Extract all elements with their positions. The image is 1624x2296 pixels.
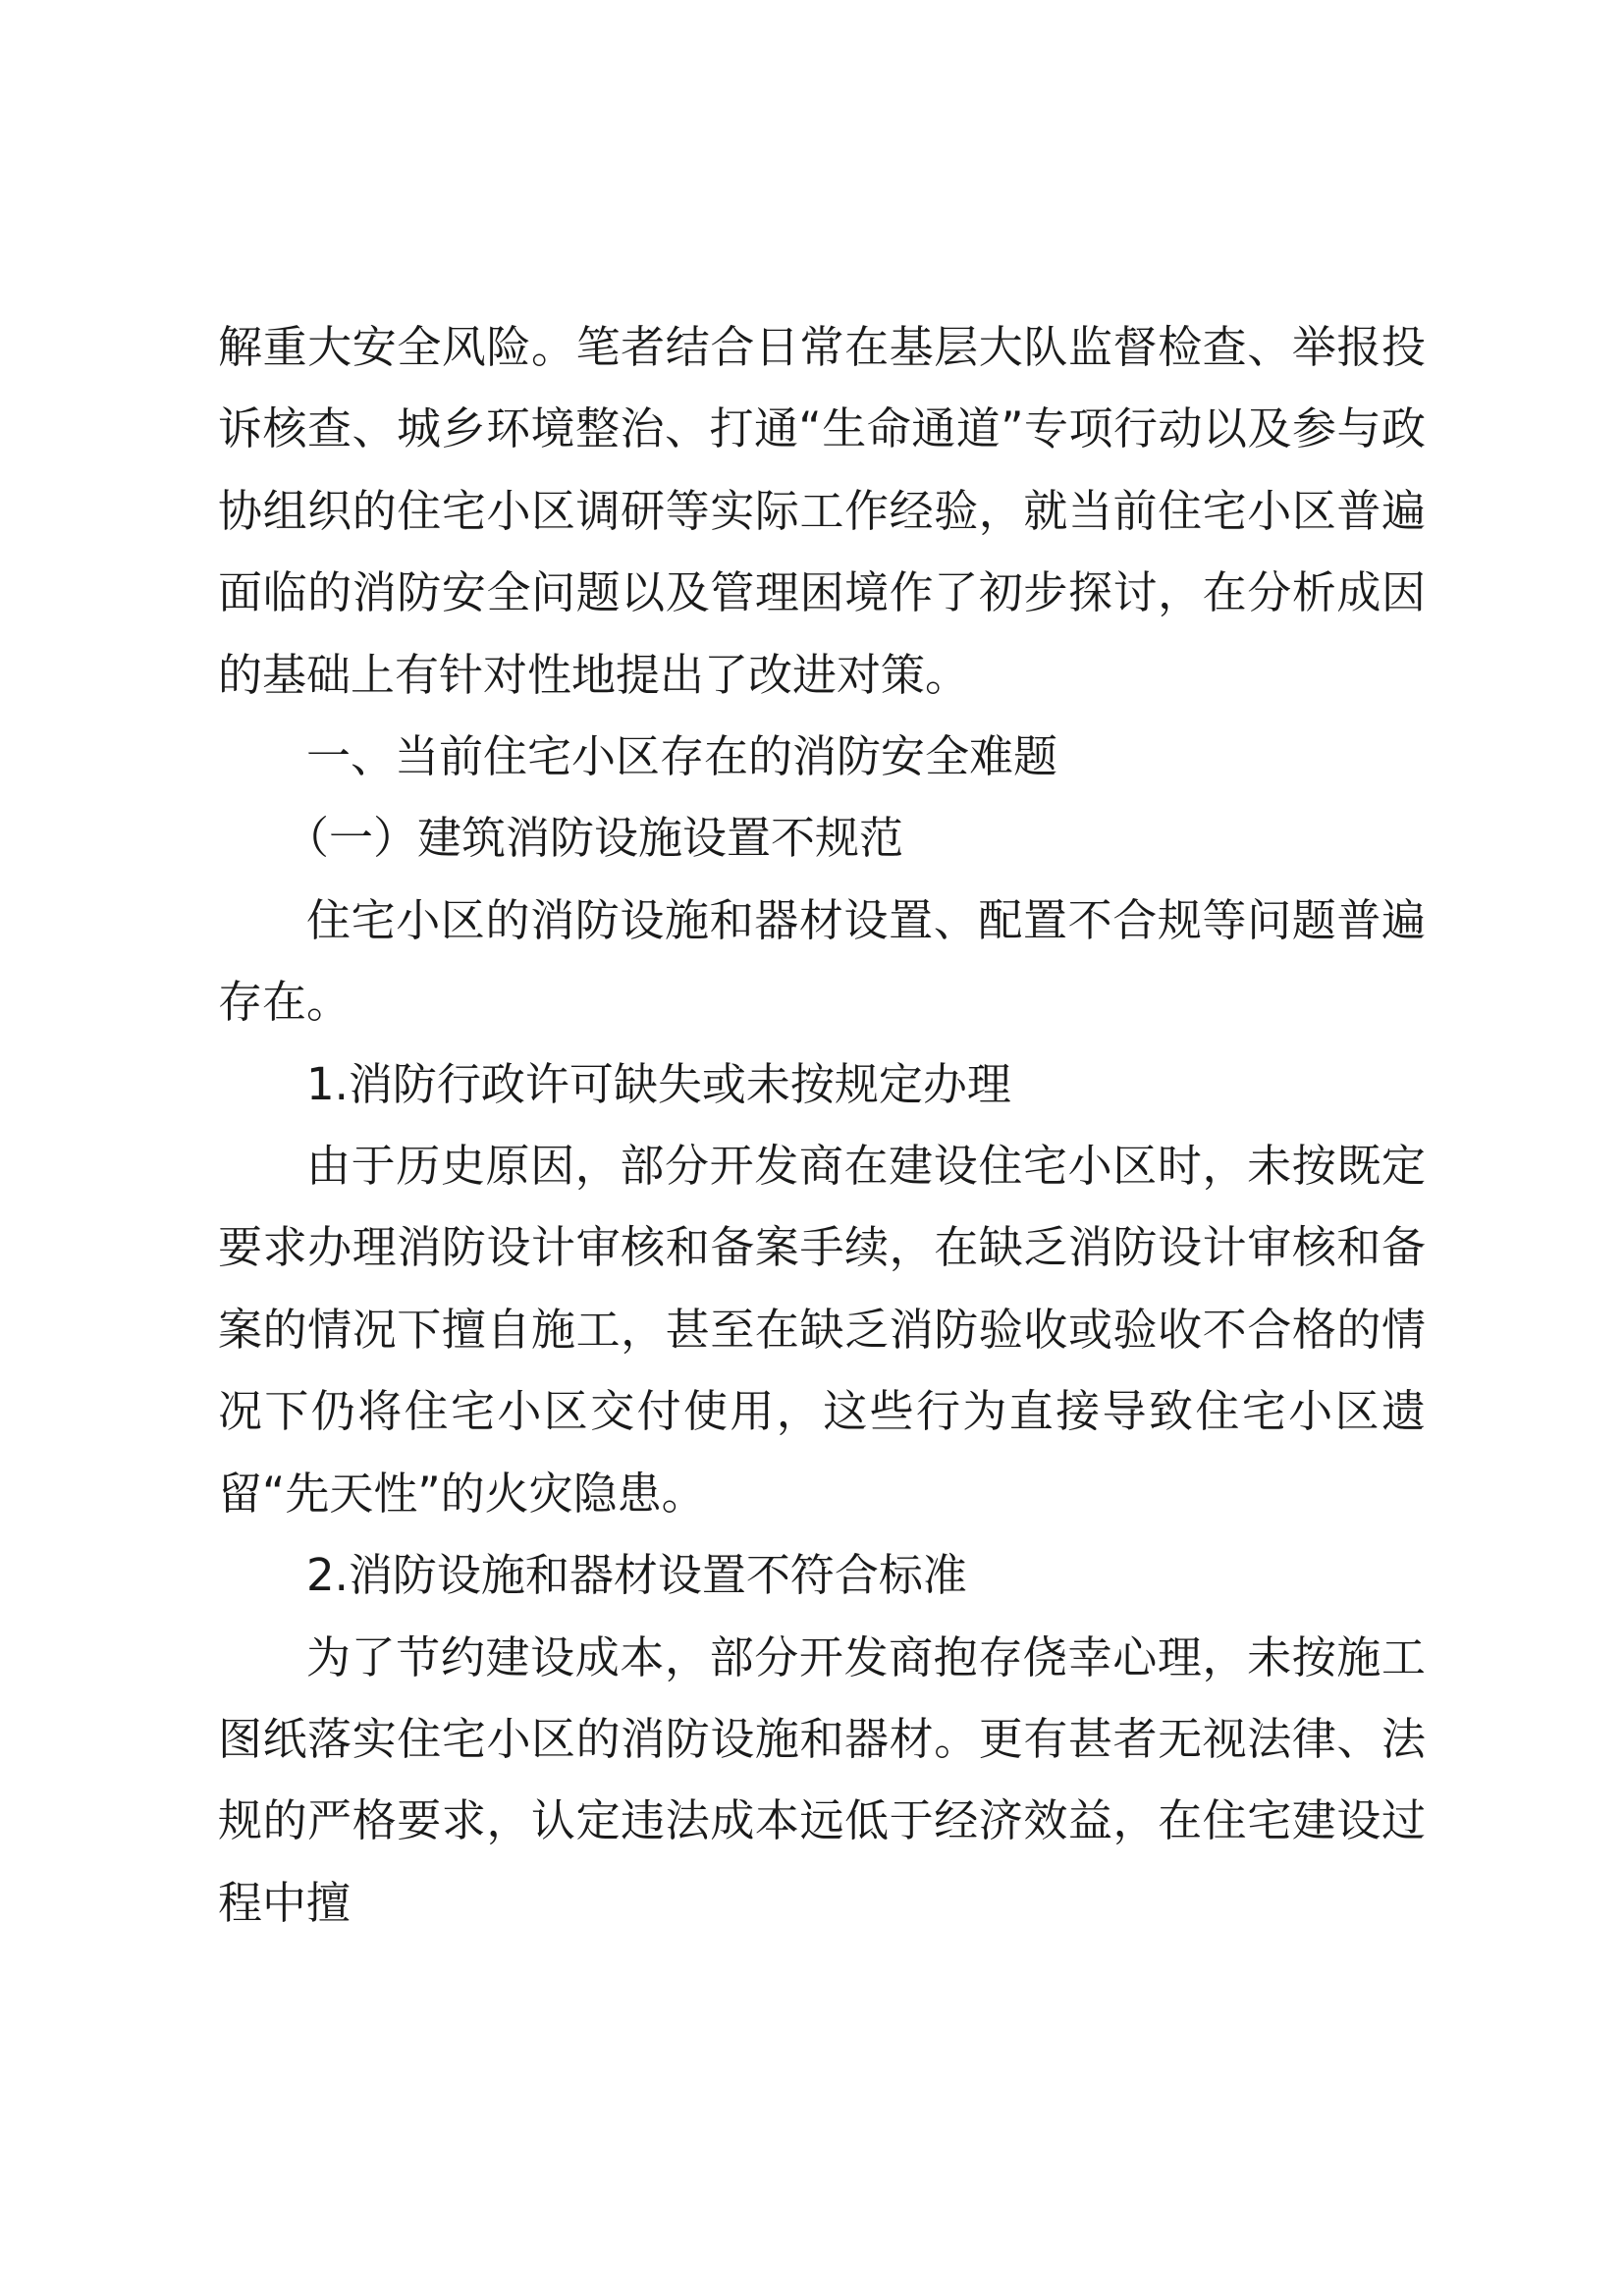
subsection-heading-1: （一）建筑消防设施设置不规范 [285,812,904,865]
paragraph-body: 住宅小区的消防设施和器材设置、配置不合规等问题普遍存在。 [218,893,1426,1029]
item-heading-1: 1.消防行政许可缺失或未按规定办理 [306,1057,1011,1110]
document-body [218,306,1426,1944]
paragraph-intro-continued: 解重大安全风险。笔者结合日常在基层大队监督检查、举报投诉核查、城乡环境整治、打通“生命通道”专项行动以及参与政协组织的住宅小区调研等实际工作经验，就当前住宅小区普遍面临的消防安全问题以及管理困境作了初步探讨，在分析成因的基础上有针对性地提出了改进对策。 [218,321,1426,701]
paragraph-body: 为了节约建设成本，部分开发商抱存侥幸心理，未按施工图纸落实住宅小区的消防设施和器材。更有甚者无视法律、法规的严格要求，认定违法成本远低于经济效益，在住宅建设过程中擅 [218,1630,1426,1929]
section-heading-1: 一、当前住宅小区存在的消防安全难题 [306,730,1058,783]
paragraph-body: 由于历史原因，部分开发商在建设住宅小区时，未按既定要求办理消防设计审核和备案手续，在缺乏消防设计审核和备案的情况下擅自施工，甚至在缺乏消防验收或验收不合格的情况下仍将住宅小区交付使用，这些行为直接导致住宅小区遗留“先天性”的火灾隐患。 [218,1140,1426,1520]
item-heading-2: 2.消防设施和器材设置不符合标准 [306,1549,967,1602]
